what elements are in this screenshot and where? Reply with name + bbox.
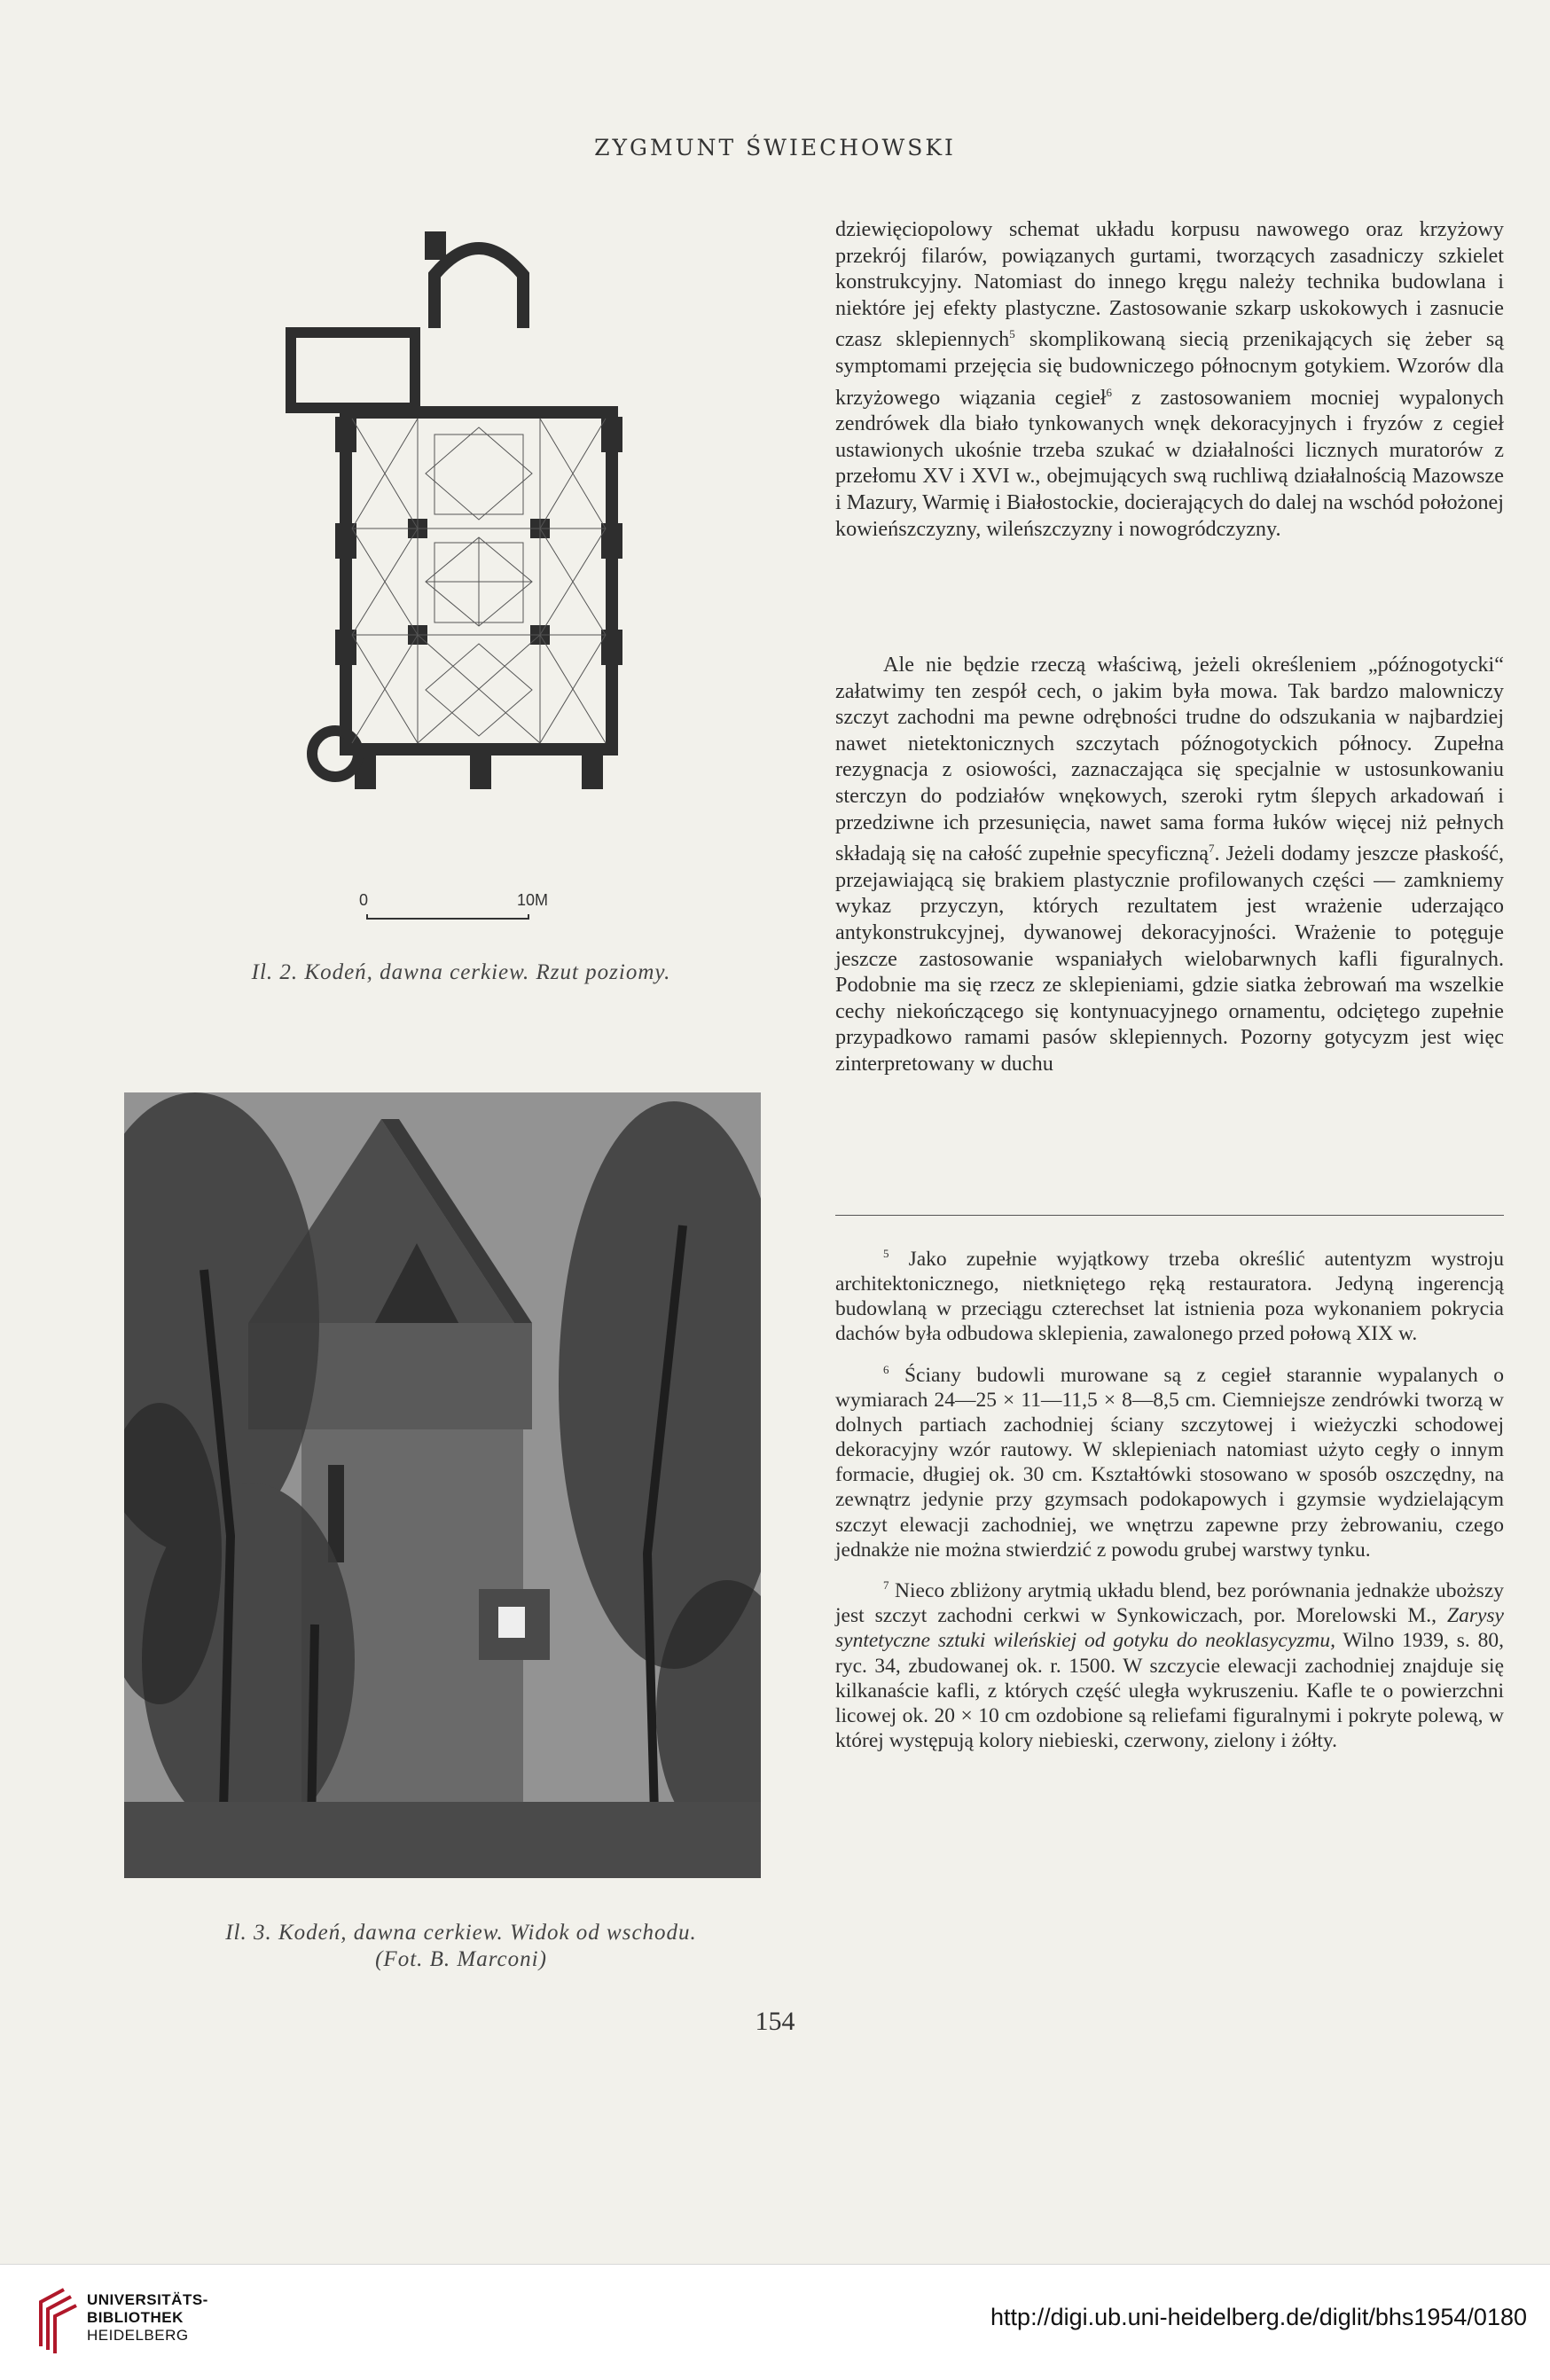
library-name-line1: UNIVERSITÄTS- xyxy=(87,2291,208,2308)
footnote-ref-7[interactable]: 7 xyxy=(1208,842,1215,856)
scale-zero-label: 0 xyxy=(359,891,369,909)
footnote-6 xyxy=(835,1358,1504,1562)
permalink-url[interactable]: http://digi.ub.uni-heidelberg.de/diglit/bhs1954/0180 xyxy=(990,2304,1527,2330)
p1-text-b: skomplikowaną siecią przenikających się żeber są symptomami przejęcia się budowniczego północnym gotykiem. Wzorów dla krzyżowego wiązania cegieł xyxy=(835,327,1504,410)
footnote-7-number: 7 xyxy=(883,1578,889,1593)
footnote-5-text: Jako zupełnie wyjątkowy trzeba określić autentyzm wystroju architektonicznego, nietkniętego ręką restauratora. Jedyną ingerencją budowlaną w przeciągu czterechset lat istnienia poza wykonaniem pokrycia dachów była odbudowa sklepienia, zawalonego przed połową XIX w. xyxy=(835,1247,1504,1346)
p1-text-a: dziewięciopolowy schemat układu korpusu nawowego oraz krzyżowy przekrój filarów, powiązanych gurtami, tworzących zasadniczy szkielet konstrukcyjny. Natomiast do innego kręgu należy technika budowlana i niektóre jej efekty plastyczne. Zastosowanie szkarp uskokowych i zasnucie czasz sklepiennych xyxy=(835,217,1504,352)
floor-plan-drawing xyxy=(284,222,674,931)
p1-text-c: z zastosowaniem mocniej wypalonych zendrówek dla biało tynkowanych wnęk dekoracyjnych i fryzów z cegieł ustawionych ukośnie trzeba szukać w działalności licznych muratorów z przełomu XV i XVI w., obejmujących swą ruchliwą działalnością Mazowsze i Mazury, Warmię i Białostockie, docierających do dalej na wschód położonej kowieńszczyzny, wileńszczyzny i nowogródczyzny. xyxy=(835,385,1504,541)
footnote-ref-6[interactable]: 6 xyxy=(1106,385,1113,399)
figure-3-caption xyxy=(98,1920,825,1973)
footnote-6-text: Ściany budowli murowane są z cegieł starannie wypalanych o wymiarach 24—25 × 11—11,5 × 8—8,5 cm. Ciemniejsze zendrówki tworzą w dolnych partiach zachodniej ściany szczytowej i wieżyczki schodowej dekoracyjny wzór rautowy. W sklepieniach natomiast użyto cegły o innym formacie, długiej ok. 30 cm. Kształtówki stosowano w sposób oszczędny, na zewnątrz jedynie przy gzymsach podokapowych i gzymsie wydzielającym szczyt elewacji zachodniej, we wnętrzu zapewne przy żebrowaniu, czego jednakże nie można stwierdzić z powodu grubej warstwy tynku. xyxy=(835,1363,1504,1562)
library-name xyxy=(87,2291,208,2345)
figure-2-caption: Il. 2. Kodeń, dawna cerkiew. Rzut poziomy. xyxy=(251,960,671,984)
footnotes xyxy=(835,1241,1504,1764)
running-header: ZYGMUNT ŚWIECHOWSKI xyxy=(594,135,956,160)
footnote-5 xyxy=(835,1241,1504,1347)
scale-end-label: 10M xyxy=(517,891,549,909)
scale-bar xyxy=(359,891,554,927)
library-name-line3: HEIDELBERG xyxy=(87,2327,189,2344)
church-photograph xyxy=(124,1092,761,1878)
library-footer xyxy=(0,2264,1550,2380)
library-name-line2: BIBLIOTHEK xyxy=(87,2309,184,2326)
main-text-paragraph-2 xyxy=(835,652,1504,1077)
main-text-paragraph-1 xyxy=(835,216,1504,542)
footnote-ref-5[interactable]: 5 xyxy=(1009,327,1015,341)
figure-3-credit: (Fot. B. Marconi) xyxy=(375,1947,547,1971)
library-logo-icon[interactable] xyxy=(34,2284,78,2355)
footnote-6-number: 6 xyxy=(883,1362,889,1376)
footnote-5-number: 5 xyxy=(883,1247,889,1260)
footnote-7-title: Zarysy syntetyczne sztuki wileńskiej od gotyku do neoklasycyzmu, xyxy=(835,1604,1504,1653)
figure-3-caption-line1: Il. 3. Kodeń, dawna cerkiew. Widok od wschodu. xyxy=(225,1921,697,1945)
footnote-7 xyxy=(835,1573,1504,1753)
scale-line xyxy=(366,914,529,920)
footnote-7-rest: Wilno 1939, s. 80, ryc. 34, zbudowanej ok. r. 1500. W szczycie elewacji zachodniej znajduje się kilkanaście kafli, z których część uległa wykruszeniu. Kafle te o powierzchni licowej ok. 20 × 10 cm ozdobione są reliefami figuralnymi i pokryte polewą, w której występują kolory niebieski, czerwony, zielony i żółty. xyxy=(835,1629,1504,1753)
footnote-7-text: Nieco zbliżony arytmią układu blend, bez porównania jednakże uboższy jest szczyt zachodni cerkwi w Synkowiczach, por. Morelowski M., xyxy=(835,1578,1505,1628)
p2-text-b: . Jeżeli dodamy jeszcze płaskość, przejawiającą się brakiem plastycznie profilowanych części — zamkniemy wykaz przyczyn, których rezultatem jest wrażenie uderzająco antykonstrukcyjnej, dywanowej dekoracyjności. Wrażenie to potęguje jeszcze zastosowanie wspaniałych wielobarwnych kafli figuralnych. Podobnie ma się rzecz ze sklepieniami, gdzie siatka żebrowań ma wszelkie cechy niekończącego się kontynuacyjnego ornamentu, odciętego zupełnie przypadkowo ramami pasów sklepiennych. Pozorny gotycyzm jest więc zinterpretowany w duchu xyxy=(835,842,1505,1076)
p2-text-a: Ale nie będzie rzeczą właściwą, jeżeli określeniem „późnogotycki“ załatwimy ten zespół cech, o jakim była mowa. Tak bardzo malowniczy szczyt zachodni ma pewne odrębności trudne do odszukania w najbardziej nawet nietektonicznych szczytach późnogotyckich północy. Zupełna rezygnacja z osiowości, zaznaczająca się specjalnie w ustosunkowaniu sterczyn do podziałów wnękowych, szeroki rytm ślepych arkadowań i przedziwne ich przesunięcia, nawet sama forma łuków więcej niż pełnych składają się na całość zupełnie specyficzną xyxy=(835,653,1504,866)
footnote-separator xyxy=(835,1215,1504,1216)
page-number: 154 xyxy=(755,2007,795,2036)
